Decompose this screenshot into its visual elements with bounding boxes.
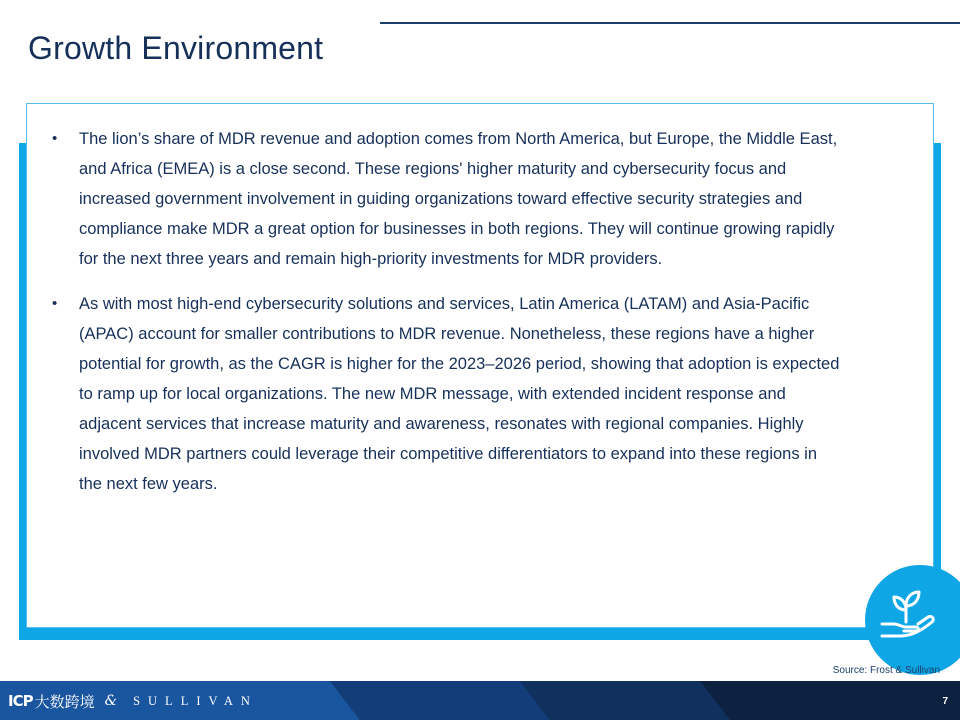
logo-ampersand: &: [104, 693, 118, 709]
logo-mark: ICP: [8, 692, 33, 710]
page-title: Growth Environment: [28, 30, 324, 66]
bullet-item-1: [52, 124, 842, 274]
footer-logo: [8, 691, 258, 711]
page-number: 7: [942, 696, 948, 707]
plant-in-hand-icon: [876, 584, 940, 640]
logo-chinese-text: 大数跨境: [34, 692, 95, 711]
logo-name: SULLIVAN: [133, 693, 258, 708]
bullet-marker: •: [52, 295, 58, 312]
bullet-text: The lion’s share of MDR revenue and adoption comes from North America, but Europe, the Middle East, and Africa (EMEA) is a close second. These regions' higher maturity and cybersecurity focus and increased government involvement in guiding organizations toward effective security strategies and compliance make MDR a great option for businesses in both regions. They will continue growing rapidly for the next three years and remain high-priority investments for MDR providers.: [79, 130, 838, 268]
bullet-list: [52, 124, 842, 514]
bullet-text: As with most high-end cybersecurity solutions and services, Latin America (LATAM) and Asia-Pacific (APAC) account for smaller contributions to MDR revenue. Nonetheless, these regions have a higher potential for growth, as the CAGR is higher for the 2023–2026 period, showing that adoption is expected to ramp up for local organizations. The new MDR message, with extended incident response and adjacent services that increase maturity and awareness, resonates with regional companies. Highly involved MDR partners could leverage their competitive differentiators to expand into these regions in the next few years.: [79, 295, 840, 493]
source-note: Source: Frost & Sullivan: [832, 665, 940, 676]
bullet-marker: •: [52, 130, 58, 147]
bullet-item-2: [52, 289, 842, 499]
top-rule: [380, 22, 960, 24]
